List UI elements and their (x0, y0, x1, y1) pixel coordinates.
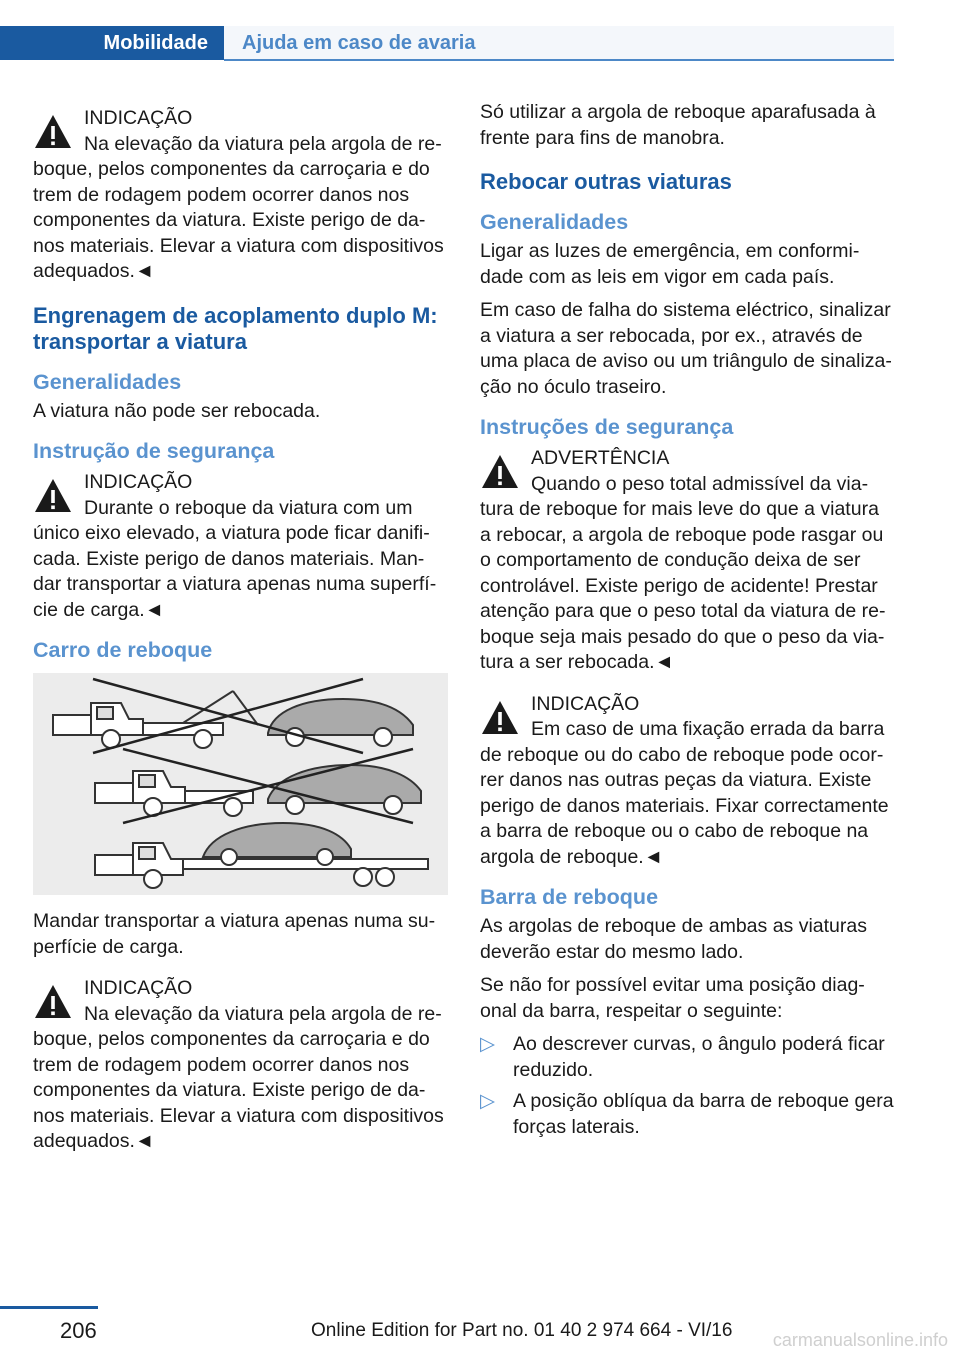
tow-truck-illustration (33, 673, 448, 895)
page-header (0, 0, 894, 60)
notice-title: ADVERTÊNCIA (531, 447, 670, 469)
tow-truck-drawing (33, 673, 448, 895)
warning-triangle-icon (480, 698, 520, 738)
heading-tow-truck: Carro de reboque (33, 638, 213, 662)
heading-safety-instruction: Instrução de segurança (33, 439, 275, 463)
list-item (480, 1089, 895, 1140)
header-tab-ajuda[interactable]: Ajuda em caso de avaria (224, 26, 894, 60)
bullet-list (480, 1032, 895, 1140)
heading-tow-other-vehicles: Rebocar outras viaturas (480, 169, 732, 194)
tow-truck-row-1 (53, 691, 413, 748)
watermark: carmanualsonline.info (772, 1330, 948, 1350)
notice-indicacao-1 (33, 106, 448, 285)
notice-indicacao-2 (33, 470, 448, 623)
notice-body: único eixo elevado, a viatura pode ficar danifi-cada. Existe perigo de danos materiais. Man-dar transportar a viatura apenas numa superfí-cie de carga.◄ (33, 522, 437, 621)
notice-first-line: Em caso de uma fixação errada da barra (531, 718, 885, 740)
heading-m-double-clutch: Engrenagem de acoplamento duplo M: transportar a viatura (33, 302, 438, 354)
paragraph-diagonal: Se não for possível evitar uma posição diag-onal da barra, respeitar o seguinte: (480, 974, 865, 1022)
paragraph-hazard-lights: Ligar as luzes de emergência, em conformi-dade com as leis em vigor em cada país. (480, 240, 860, 288)
list-item-text: Ao descrever curvas, o ângulo poderá ficar reduzido. (513, 1033, 885, 1081)
warning-triangle-icon (33, 112, 73, 152)
right-column (480, 100, 895, 1146)
notice-title: INDICAÇÃO (84, 471, 193, 493)
left-column (33, 100, 448, 1165)
heading-safety-instructions: Instruções de segurança (480, 415, 734, 439)
notice-title: INDICAÇÃO (531, 692, 640, 715)
notice-first-line: Na elevação da viatura pela argola de re- (84, 132, 442, 155)
list-item (480, 1032, 895, 1083)
notice-indicacao-right (480, 692, 895, 871)
notice-advertencia (480, 446, 895, 676)
notice-body: boque, pelos componentes da carroçaria e do trem de rodagem podem ocorrer danos nos componentes da viatura. Existe perigo de da-nos materiais. Elevar a viatura com dispositivos adequados.◄ (33, 158, 444, 282)
notice-first-line: Durante o reboque da viatura com um (84, 496, 413, 519)
list-item-text: A posição oblíqua da barra de reboque gera forças laterais. (513, 1090, 894, 1138)
heading-generalidades: Generalidades (33, 369, 182, 394)
paragraph-no-tow: A viatura não pode ser rebocada. (33, 399, 321, 422)
figure-caption: Mandar transportar a viatura apenas numa su-perfície de carga. (33, 910, 436, 958)
tow-truck-row-2 (95, 765, 421, 816)
paragraph-electrical-failure: Em caso de falha do sistema eléctrico, sinalizar a viatura a ser rebocada, por ex., através de uma placa de aviso ou um triângulo de sinaliza-ção no óculo traseiro. (480, 299, 892, 398)
heading-generalidades: Generalidades (480, 210, 629, 234)
notice-indicacao-3 (33, 976, 448, 1155)
notice-body: tura de reboque for mais leve do que a viatura a rebocar, a argola de reboque pode rasgar ou o comportamento de condução deixa de ser controlável. Existe perigo de acidente! Prestar atenção para que o peso total da viatura de re-boque seja mais pesado do que o peso da via-tura a ser rebocada.◄ (480, 498, 886, 673)
notice-body: de reboque ou do cabo de reboque pode ocor-rer danos nas outras peças da viatura. Existe perigo de danos materiais. Fixar correctamente a barra de reboque ou o cabo de reboque na argola de reboque.◄ (480, 743, 889, 868)
paragraph-screw-in-eye: Só utilizar a argola de reboque aparafusada à frente para fins de manobra. (480, 101, 876, 149)
warning-triangle-icon (33, 982, 73, 1022)
notice-first-line: Quando o peso total admissível da via- (531, 472, 869, 495)
warning-triangle-icon (33, 476, 73, 516)
bullet-marker-icon: ▷ (480, 1033, 495, 1055)
footer-accent-line (0, 1306, 98, 1309)
page-number: 206 (60, 1318, 97, 1343)
warning-triangle-icon (480, 452, 520, 492)
notice-first-line: Na elevação da viatura pela argola de re- (84, 1002, 442, 1025)
paragraph-same-side: As argolas de reboque de ambas as viaturas deverão estar do mesmo lado. (480, 915, 867, 963)
notice-title: INDICAÇÃO (84, 107, 193, 129)
header-divider (224, 59, 894, 61)
header-tab-mobilidade[interactable]: Mobilidade (0, 26, 224, 60)
flatbed-truck-row-3 (95, 823, 428, 888)
notice-body: boque, pelos componentes da carroçaria e do trem de rodagem podem ocorrer danos nos componentes da viatura. Existe perigo de da-nos materiais. Elevar a viatura com dispositivos adequados.◄ (33, 1028, 444, 1152)
bullet-marker-icon: ▷ (480, 1090, 495, 1112)
notice-title: INDICAÇÃO (84, 977, 193, 999)
footer-edition: Online Edition for Part no. 01 40 2 974 664 - VI/16 (311, 1320, 733, 1341)
heading-tow-bar: Barra de reboque (480, 885, 659, 909)
